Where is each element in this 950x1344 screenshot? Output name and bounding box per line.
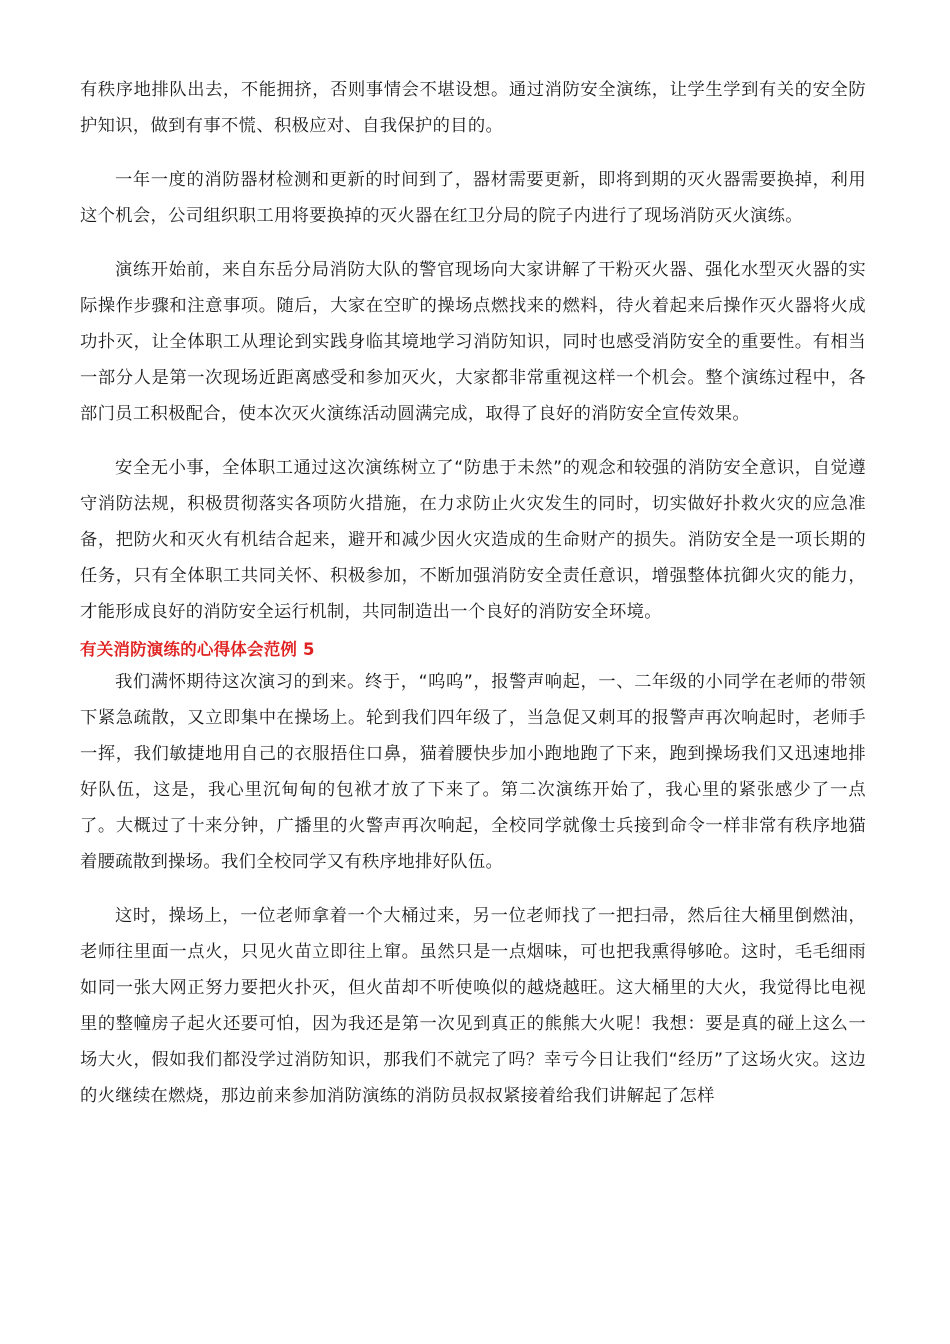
paragraph-5: 我们满怀期待这次演习的到来。终于，“呜呜”，报警声响起，一、二年级的小同学在老师的带领下紧急疏散，又立即集中在操场上。轮到我们四年级了，当急促又刺耳的报警声再次响起时，老师手一挥，我们敏捷地用自己的衣服捂住口鼻，猫着腰快步加小跑地跑了下来，跑到操场我们又迅速地排好队伍，这是，我心里沉甸甸的包袱才放了下来了。第二次演练开始了，我心里的紧张感少了一点了。大概过了十来分钟，广播里的火警声再次响起，全校同学就像士兵接到命令一样非常有秩序地猫着腰疏散到操场。我们全校同学又有秩序地排好队伍。 [80,672,866,872]
section-heading: 有关消防演练的心得体会范例 5 [80,640,315,659]
paragraph-4: 安全无小事，全体职工通过这次演练树立了“防患于未然”的观念和较强的消防安全意识，自觉遵守消防法规，积极贯彻落实各项防火措施，在力求防止火灾发生的同时，切实做好扑救火灾的应急准备，把防火和灭火有机结合起来，避开和减少因火灾造成的生命财产的损失。消防安全是一项长期的任务，只有全体职工共同关怀、积极参加，不断加强消防安全责任意识，增强整体抗御火灾的能力，才能形成良好的消防安全运行机制，共同制造出一个良好的消防安全环境。 [80,458,866,622]
document-page [80,72,866,1114]
paragraph-3: 演练开始前，来自东岳分局消防大队的警官现场向大家讲解了干粉灭火器、强化水型灭火器的实际操作步骤和注意事项。随后，大家在空旷的操场点燃找来的燃料，待火着起来后操作灭火器将火成功扑灭，让全体职工从理论到实践身临其境地学习消防知识，同时也感受消防安全的重要性。有相当一部分人是第一次现场近距离感受和参加灭火，大家都非常重视这样一个机会。整个演练过程中，各部门员工积极配合，使本次灭火演练活动圆满完成，取得了良好的消防安全宣传效果。 [80,260,866,424]
paragraph-1: 有秩序地排队出去，不能拥挤，否则事情会不堪设想。通过消防安全演练，让学生学到有关的安全防护知识，做到有事不慌、积极应对、自我保护的目的。 [80,80,866,136]
paragraph-6: 这时，操场上，一位老师拿着一个大桶过来，另一位老师找了一把扫帚，然后往大桶里倒燃油，老师往里面一点火，只见火苗立即往上窜。虽然只是一点烟味，可也把我熏得够呛。这时，毛毛细雨如同一张大网正努力要把火扑灭，但火苗却不听使唤似的越烧越旺。这大桶里的大火，我觉得比电视里的整幢房子起火还要可怕，因为我还是第一次见到真正的熊熊大火呢！我想：要是真的碰上这么一场大火，假如我们都没学过消防知识，那我们不就完了吗？幸亏今日让我们“经历”了这场火灾。这边的火继续在燃烧，那边前来参加消防演练的消防员叔叔紧接着给我们讲解起了怎样 [80,906,866,1106]
paragraph-2: 一年一度的消防器材检测和更新的时间到了，器材需要更新，即将到期的灭火器需要换掉，利用这个机会，公司组织职工用将要换掉的灭火器在红卫分局的院子内进行了现场消防灭火演练。 [80,170,866,226]
